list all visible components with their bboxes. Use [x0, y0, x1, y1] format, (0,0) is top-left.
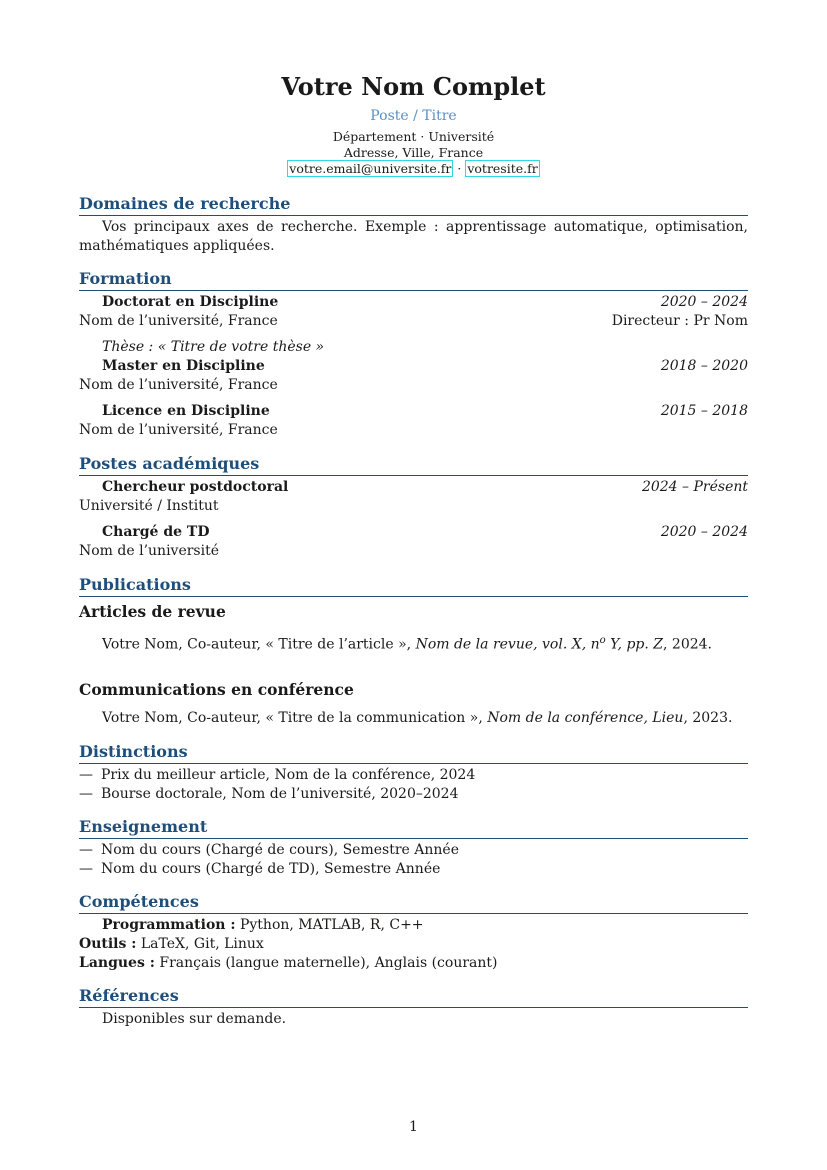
pub-venue-end: Y, pp. Z	[605, 636, 664, 653]
email-link[interactable]: votre.email@universite.fr	[289, 161, 452, 176]
list-item: — Bourse doctorale, Nom de l’université, 2020–2024	[79, 785, 459, 802]
references-section	[79, 986, 748, 1029]
education-entry	[79, 357, 748, 395]
skill-line: Programmation : Python, MATLAB, R, C++	[102, 916, 424, 933]
pub-venue-sup: o	[599, 635, 606, 646]
section-title-teaching: Enseignement	[79, 817, 748, 839]
degree-title: Doctorat en Discipline	[102, 294, 279, 310]
website-link[interactable]: votresite.fr	[467, 161, 538, 176]
journal-publication	[79, 631, 748, 655]
position-place: Université / Institut	[79, 498, 219, 514]
references-text: Disponibles sur demande.	[102, 1010, 287, 1027]
contact-line	[79, 161, 748, 177]
journal-subtitle: Articles de revue	[79, 602, 226, 621]
school-name: Nom de l’université, France	[79, 377, 278, 393]
positions-section	[79, 454, 748, 561]
section-title-publications: Publications	[79, 575, 748, 597]
position-dates: 2024 – Présent	[641, 479, 748, 495]
skills-section	[79, 892, 748, 973]
publications-section	[79, 575, 748, 728]
position-entry	[79, 478, 748, 516]
education-entry	[79, 402, 748, 440]
list-item: — Nom du cours (Chargé de cours), Semestre Année	[79, 841, 459, 858]
conference-publication	[79, 709, 748, 728]
awards-section	[79, 742, 748, 804]
cv-page	[79, 70, 748, 1029]
position-role: Chercheur postdoctoral	[102, 479, 289, 495]
section-title-education: Formation	[79, 269, 748, 291]
pub-authors: Votre Nom, Co-auteur, « Titre de la communication »,	[102, 709, 488, 726]
position-entry	[79, 523, 748, 561]
skill-line: Langues : Français (langue maternelle), Anglais (courant)	[79, 954, 498, 971]
cv-header	[79, 70, 748, 177]
page-number: 1	[409, 1119, 418, 1135]
job-title: Poste / Titre	[370, 108, 457, 124]
advisor: Directeur : Pr Nom	[611, 313, 748, 329]
degree-title: Licence en Discipline	[102, 403, 270, 419]
section-title-references: Références	[79, 986, 748, 1008]
pub-venue: Nom de la conférence, Lieu	[487, 709, 684, 726]
full-name: Votre Nom Complet	[281, 72, 546, 101]
conference-subtitle: Communications en conférence	[79, 679, 354, 699]
research-text: Vos principaux axes de recherche. Exemple : apprentissage automatique, optimisation, mathématiques appliquées.	[79, 219, 748, 254]
pub-year: , 2023.	[683, 709, 733, 726]
list-item: — Prix du meilleur article, Nom de la conférence, 2024	[79, 766, 476, 783]
education-entry	[79, 293, 748, 357]
pub-year: , 2024.	[663, 636, 712, 653]
degree-dates: 2015 – 2018	[660, 403, 748, 419]
school-name: Nom de l’université, France	[79, 422, 278, 438]
position-place: Nom de l’université	[79, 543, 219, 559]
education-section	[79, 269, 748, 440]
skill-line: Outils : LaTeX, Git, Linux	[79, 935, 264, 952]
position-dates: 2020 – 2024	[660, 524, 748, 540]
degree-dates: 2020 – 2024	[660, 294, 748, 310]
section-title-positions: Postes académiques	[79, 454, 748, 476]
contact-separator: ·	[457, 161, 462, 176]
school-name: Nom de l’université, France	[79, 313, 278, 329]
pub-venue: Nom de la revue, vol. X, n	[415, 636, 600, 653]
pub-authors: Votre Nom, Co-auteur, « Titre de l’article »,	[102, 636, 416, 653]
degree-dates: 2018 – 2020	[660, 358, 748, 374]
research-section	[79, 194, 748, 256]
section-title-skills: Compétences	[79, 892, 748, 914]
address-line: Adresse, Ville, France	[343, 145, 484, 160]
position-role: Chargé de TD	[102, 524, 210, 540]
degree-title: Master en Discipline	[102, 358, 265, 374]
department-line: Département · Université	[332, 129, 495, 144]
list-item: — Nom du cours (Chargé de TD), Semestre Année	[79, 860, 441, 877]
section-title-research: Domaines de recherche	[79, 194, 748, 216]
section-title-awards: Distinctions	[79, 742, 748, 764]
teaching-section	[79, 817, 748, 879]
thesis-title: Thèse : « Titre de votre thèse »	[102, 339, 325, 355]
